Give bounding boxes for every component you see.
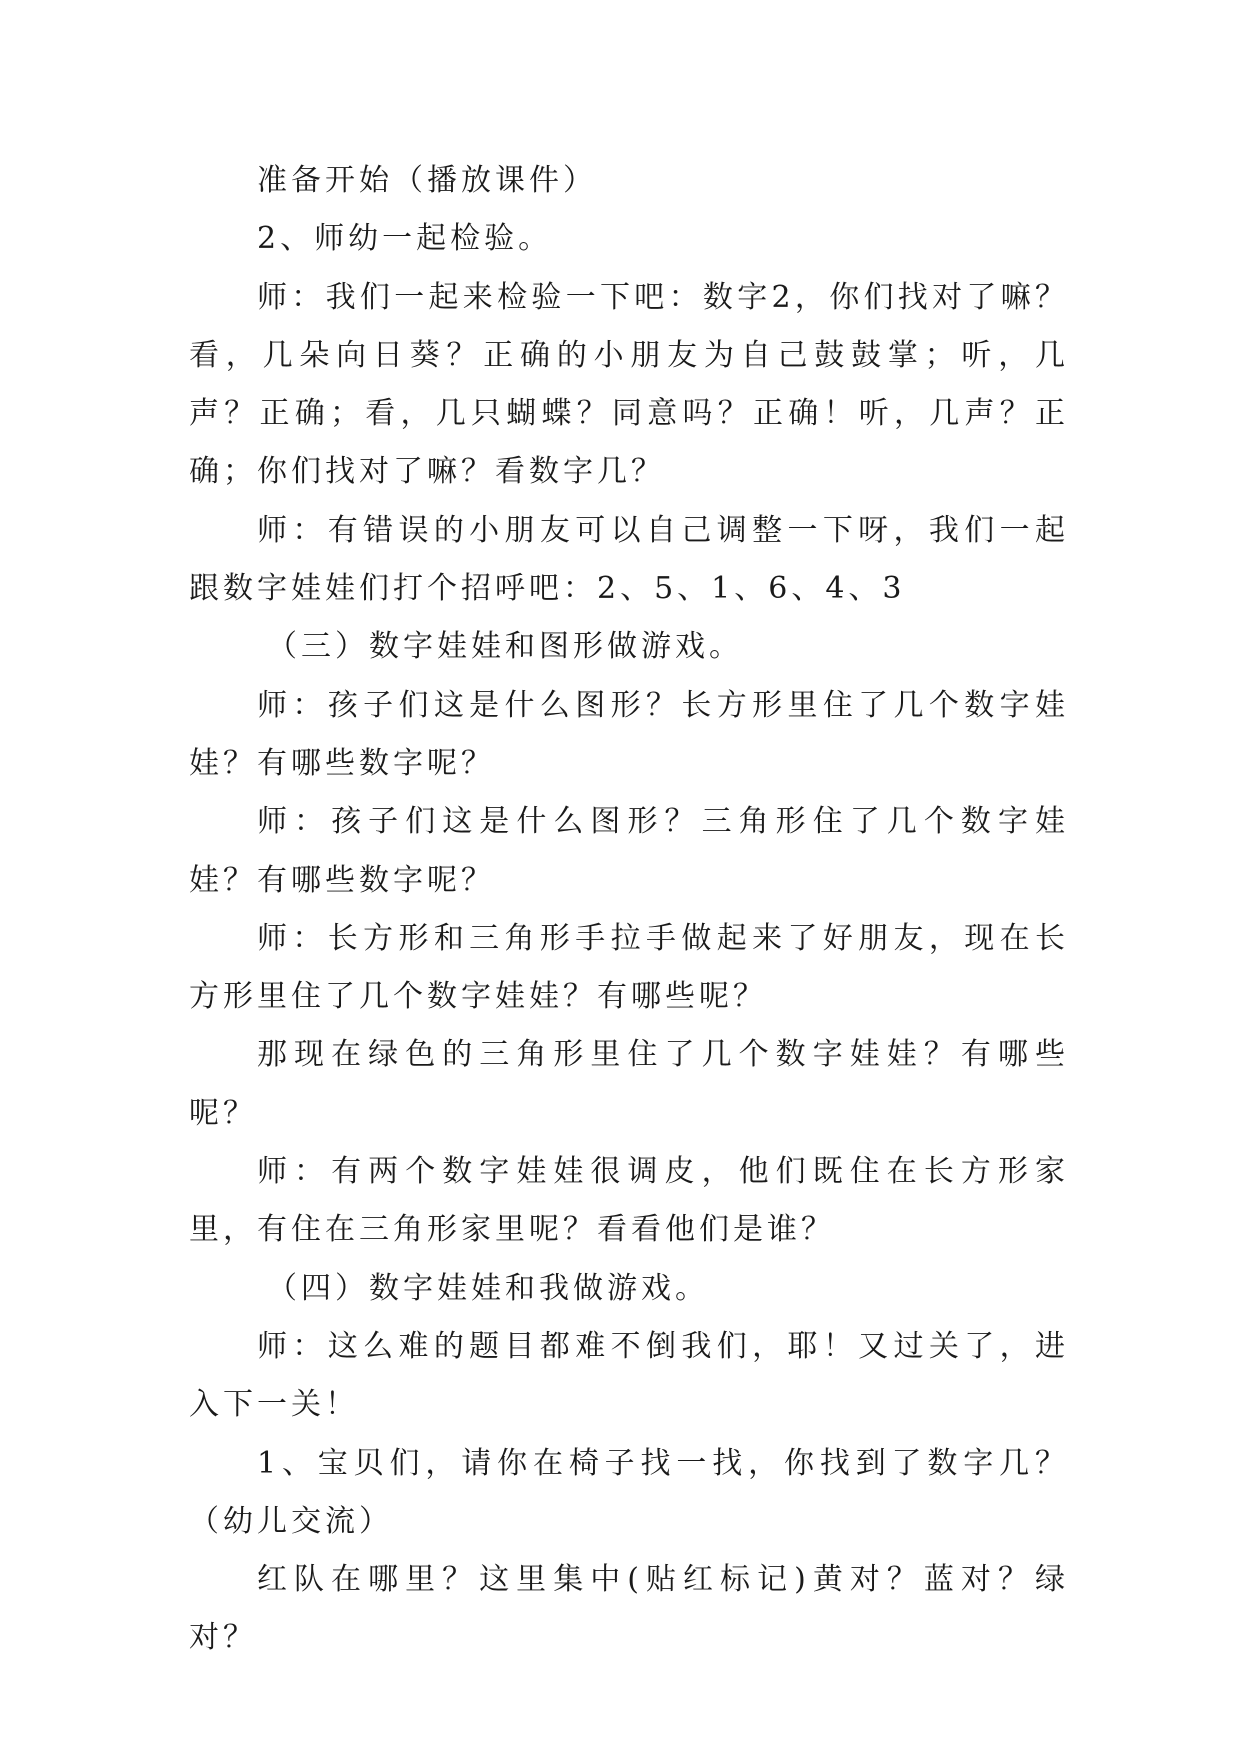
paragraph-teacher-check: 师：我们一起来检验一下吧：数字2，你们找对了嘛？看，几朵向日葵？正确的小朋友为自己鼓鼓掌；听，几声？正确；看，几只蝴蝶？同意吗？正确！听，几声？正确；你们找对了嘛？看数字几？ <box>189 279 1069 490</box>
document-body <box>189 152 1069 1668</box>
paragraph-rectangle-question: 师：孩子们这是什么图形？长方形里住了几个数字娃娃？有哪些数字呢？ <box>189 687 1069 781</box>
paragraph-next-level: 师：这么难的题目都难不倒我们，耶！又过关了，进入下一关！ <box>189 1328 1069 1423</box>
section-heading-three: （三）数字娃娃和图形做游戏。 <box>267 629 743 665</box>
paragraph-green-triangle: 那现在绿色的三角形里住了几个数字娃娃？有哪些呢？ <box>189 1037 1069 1131</box>
paragraph-naughty-numbers: 师：有两个数字娃娃很调皮，他们既住在长方形家里，有住在三角形家里呢？看看他们是谁？ <box>189 1154 1069 1248</box>
paragraph-find-chair: 1、宝贝们，请你在椅子找一找，你找到了数字几？（幼儿交流） <box>189 1445 1069 1539</box>
paragraph-step-2: 2、师幼一起检验。 <box>257 221 553 257</box>
paragraph-teacher-adjust: 师：有错误的小朋友可以自己调整一下呀，我们一起跟数字娃娃们打个招呼吧：2、5、1、6、4、3 <box>189 512 1069 607</box>
paragraph-triangle-question: 师：孩子们这是什么图形？三角形住了几个数字娃娃？有哪些数字呢？ <box>189 804 1069 898</box>
paragraph-shapes-friends: 师：长方形和三角形手拉手做起来了好朋友，现在长方形里住了几个数字娃娃？有哪些呢？ <box>189 920 1069 1015</box>
paragraph-prepare-start: 准备开始（播放课件） <box>257 163 597 198</box>
paragraph-teams: 红队在哪里？这里集中(贴红标记)黄对？蓝对？绿对？ <box>189 1562 1069 1656</box>
section-heading-four: （四）数字娃娃和我做游戏。 <box>267 1270 709 1306</box>
